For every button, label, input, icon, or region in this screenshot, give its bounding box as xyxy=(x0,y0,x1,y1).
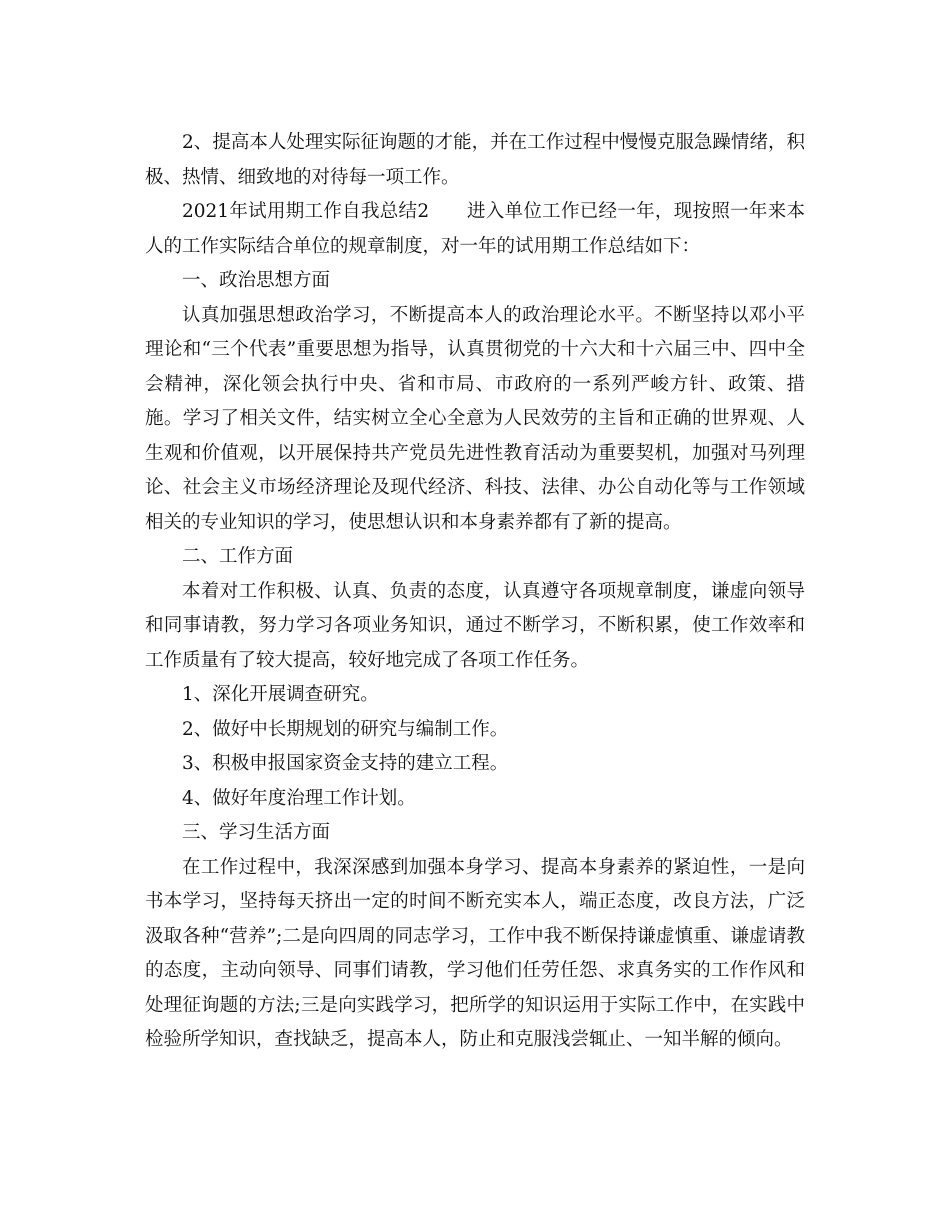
list-item-funding: 3、积极申报国家资金支持的建立工程。 xyxy=(182,753,509,774)
paragraph-political-study: 认真加强思想政治学习，不断提高本人的政治理论水平。不断坚持以邓小平理论和“三个代表”重要思想为指导，认真贯彻党的十六大和十六届三中、四中全会精神，深化领会执行中央、省和市局、市政府的一系列严峻方针、政策、措施。学习了相关文件，结实树立全心全意为人民效劳的主旨和正确的世界观、人生观和价值观，以开展保持共产党员先进性教育活动为重要契机，加强对马列理论、社会主义市场经济理论及现代经济、科技、法律、办公自动化等与工作领域相关的专业知识的学习，使思想认识和本身素养都有了新的提高。 xyxy=(145,304,805,533)
heading-study-life: 三、学习生活方面 xyxy=(182,822,331,843)
paragraph-improve-ability: 2、提高本人处理实际征询题的才能，并在工作过程中慢慢克服急躁情绪，积极、热情、细致地的对待每一项工作。 xyxy=(145,132,805,188)
paragraph-self-study: 在工作过程中，我深深感到加强本身学习、提高本身素养的紧迫性，一是向书本学习，坚持每天挤出一定的时间不断充实本人，端正态度，改良方法，广泛汲取各种“营养”;二是向四周的同志学习，工作中我不断保持谦虚慎重、谦虚请教的态度，主动向领导、同事们请教，学习他们任劳任怨、求真务实的工作作风和处理征询题的方法;三是向实践学习，把所学的知识运用于实际工作中，在实践中检验所学知识，查找缺乏，提高本人，防止和克服浅尝辄止、一知半解的倾向。 xyxy=(145,856,805,1050)
list-item-planning: 2、做好中长期规划的研究与编制工作。 xyxy=(182,718,509,740)
heading-political-thought: 一、政治思想方面 xyxy=(182,270,331,291)
heading-work: 二、工作方面 xyxy=(182,546,294,567)
list-item-annual-plan: 4、做好年度治理工作计划。 xyxy=(182,787,416,809)
list-item-research: 1、深化开展调查研究。 xyxy=(182,684,379,705)
paragraph-work-attitude: 本着对工作积极、认真、负责的态度，认真遵守各项规章制度，谦虚向领导和同事请教，努力学习各项业务知识，通过不断学习，不断积累，使工作效率和工作质量有了较大提高，较好地完成了各项工作任务。 xyxy=(145,580,805,671)
paragraph-summary-intro: 2021年试用期工作自我总结2 进入单位工作已经一年，现按照一年来本人的工作实际结合单位的规章制度，对一年的试用期工作总结如下： xyxy=(145,201,805,257)
document-body xyxy=(145,126,805,1058)
